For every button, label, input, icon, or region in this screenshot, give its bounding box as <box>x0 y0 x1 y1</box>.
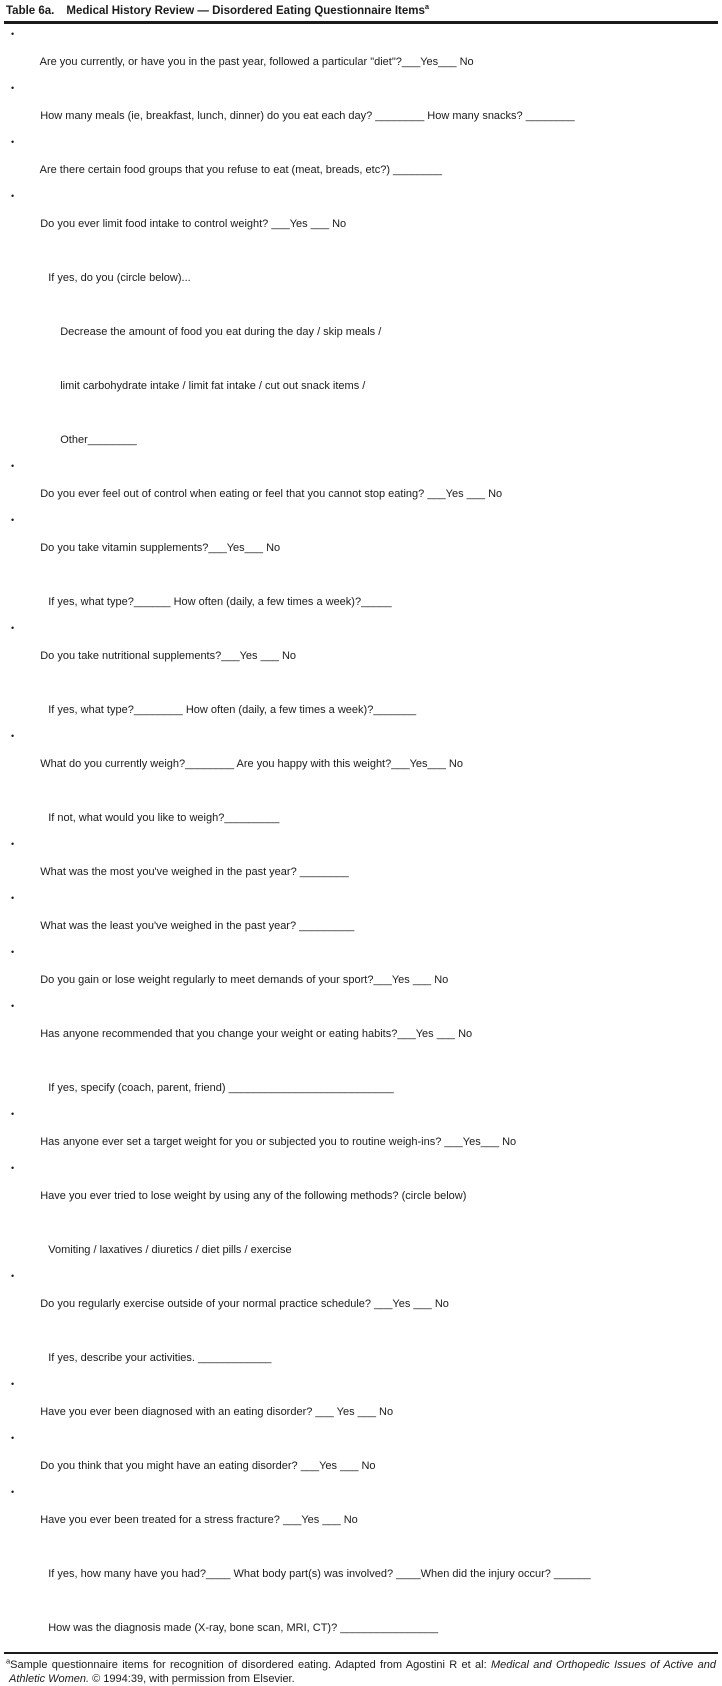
questionnaire-item-text: What was the least you've weighed in the past year? _________ <box>40 919 355 932</box>
questionnaire-item <box>4 731 718 785</box>
bullet-icon: • <box>11 1379 15 1389</box>
questionnaire-item-text: Decrease the amount of food you eat during the day / skip meals / <box>60 325 382 338</box>
questionnaire-item-text: Do you ever feel out of control when eating or feel that you cannot stop eating? ___Yes ___ No <box>40 487 503 500</box>
questionnaire-item <box>4 1433 718 1487</box>
questionnaire-item <box>4 1217 718 1271</box>
questionnaire-item <box>4 407 718 461</box>
table-title <box>4 4 718 19</box>
bullet-icon: • <box>11 461 15 471</box>
questionnaire-item <box>4 623 718 677</box>
questionnaire-item <box>4 677 718 731</box>
questionnaire-item-text: Have you ever tried to lose weight by using any of the following methods? (circle below) <box>40 1189 467 1202</box>
questionnaire-item <box>4 1271 718 1325</box>
questionnaire-item <box>4 1325 718 1379</box>
bullet-icon: • <box>11 1001 15 1011</box>
questionnaire-item-text: How was the diagnosis made (X-ray, bone scan, MRI, CT)? ________________ <box>48 1621 439 1634</box>
questionnaire-item-text: Has anyone ever set a target weight for you or subjected you to routine weigh-ins? ___Yes___ No <box>40 1135 517 1148</box>
questionnaire-list <box>4 29 718 1649</box>
questionnaire-item <box>4 839 718 893</box>
bullet-icon: • <box>11 947 15 957</box>
bullet-icon: • <box>11 515 15 525</box>
questionnaire-item-text: Do you take nutritional supplements?___Yes ___ No <box>40 649 297 662</box>
questionnaire-item-text: Are there certain food groups that you refuse to eat (meat, breads, etc?) ________ <box>39 163 442 176</box>
bullet-icon: • <box>11 83 15 93</box>
bullet-icon: • <box>11 1109 15 1119</box>
questionnaire-item-text: Do you gain or lose weight regularly to meet demands of your sport?___Yes ___ No <box>40 973 449 986</box>
bullet-icon: • <box>11 1433 15 1443</box>
questionnaire-item-text: limit carbohydrate intake / limit fat intake / cut out snack items / <box>60 379 366 392</box>
questionnaire-item <box>4 893 718 947</box>
footnote-divider-rule <box>4 1652 718 1655</box>
questionnaire-item <box>4 191 718 245</box>
bullet-icon: • <box>11 191 15 201</box>
bullet-icon: • <box>11 839 15 849</box>
questionnaire-item <box>4 29 718 83</box>
questionnaire-item <box>4 785 718 839</box>
footnote-cited-title: Medical and Orthopedic Issues of Active and Athletic Women. <box>9 1659 716 1686</box>
footnote-marker: a <box>6 1656 11 1666</box>
bullet-icon: • <box>11 893 15 903</box>
questionnaire-item-text: Has anyone recommended that you change your weight or eating habits?___Yes ___ No <box>40 1027 473 1040</box>
questionnaire-item <box>4 353 718 407</box>
bullet-icon: • <box>11 29 15 39</box>
questionnaire-item <box>4 461 718 515</box>
questionnaire-item <box>4 1487 718 1541</box>
questionnaire-item-text: What was the most you've weighed in the past year? ________ <box>40 865 349 878</box>
questionnaire-item-text: If yes, what type?______ How often (daily, a few times a week)?_____ <box>48 595 392 608</box>
questionnaire-item-text: Vomiting / laxatives / diuretics / diet pills / exercise <box>48 1243 292 1256</box>
questionnaire-item-text: Have you ever been treated for a stress fracture? ___Yes ___ No <box>40 1513 358 1526</box>
questionnaire-item <box>4 1163 718 1217</box>
questionnaire-item-text: If yes, how many have you had?____ What body part(s) was involved? ____When did the injury occur? ______ <box>48 1567 591 1580</box>
questionnaire-item <box>4 1109 718 1163</box>
questionnaire-item-text: What do you currently weigh?________ Are you happy with this weight?___Yes___ No <box>40 757 463 770</box>
questionnaire-item-text: Are you currently, or have you in the past year, followed a particular "diet"?___Yes___ No <box>39 55 474 68</box>
questionnaire-item-text: How many meals (ie, breakfast, lunch, dinner) do you eat each day? ________ How many snacks? ________ <box>40 109 575 122</box>
questionnaire-item <box>4 1001 718 1055</box>
bullet-icon: • <box>11 1163 15 1173</box>
questionnaire-item-text: Do you ever limit food intake to control weight? ___Yes ___ No <box>40 217 347 230</box>
questionnaire-item-text: If yes, specify (coach, parent, friend) ___________________________ <box>48 1081 394 1094</box>
table-heading: Medical History Review — Disordered Eating Questionnaire Items <box>66 5 425 17</box>
questionnaire-item <box>4 569 718 623</box>
questionnaire-item-text: If yes, do you (circle below)... <box>48 271 191 284</box>
questionnaire-item <box>4 1379 718 1433</box>
footnote-text-end: © 1994:39, with permission from Elsevier. <box>89 1673 295 1686</box>
questionnaire-item <box>4 299 718 353</box>
bullet-icon: • <box>11 1271 15 1281</box>
questionnaire-item <box>4 1055 718 1109</box>
questionnaire-item-text: Do you regularly exercise outside of your normal practice schedule? ___Yes ___ No <box>40 1297 449 1310</box>
questionnaire-item <box>4 1541 718 1595</box>
questionnaire-item-text: Do you think that you might have an eating disorder? ___Yes ___ No <box>40 1459 376 1472</box>
questionnaire-item-text: Have you ever been diagnosed with an eating disorder? ___ Yes ___ No <box>40 1405 394 1418</box>
bullet-icon: • <box>11 623 15 633</box>
questionnaire-item <box>4 137 718 191</box>
questionnaire-item-text: If not, what would you like to weigh?_________ <box>48 811 280 824</box>
title-divider-rule <box>4 21 718 24</box>
questionnaire-item <box>4 83 718 137</box>
questionnaire-item-text: If yes, describe your activities. ____________ <box>48 1351 272 1364</box>
questionnaire-item <box>4 515 718 569</box>
footnote-text-start: Sample questionnaire items for recognition of disordered eating. Adapted from Agostini R et al: <box>10 1659 492 1671</box>
questionnaire-item <box>4 245 718 299</box>
questionnaire-item-text: Other________ <box>60 433 137 446</box>
questionnaire-item-text: If yes, what type?________ How often (daily, a few times a week)?_______ <box>48 703 417 716</box>
footnote <box>4 1658 718 1686</box>
questionnaire-item-text: Do you take vitamin supplements?___Yes___ No <box>40 541 281 554</box>
bullet-icon: • <box>11 137 15 147</box>
questionnaire-item <box>4 1595 718 1649</box>
table-footnote-marker: a <box>424 2 430 12</box>
questionnaire-item <box>4 947 718 1001</box>
table-number-label: Table 6a. <box>6 5 55 17</box>
bullet-icon: • <box>11 1487 15 1497</box>
bullet-icon: • <box>11 731 15 741</box>
